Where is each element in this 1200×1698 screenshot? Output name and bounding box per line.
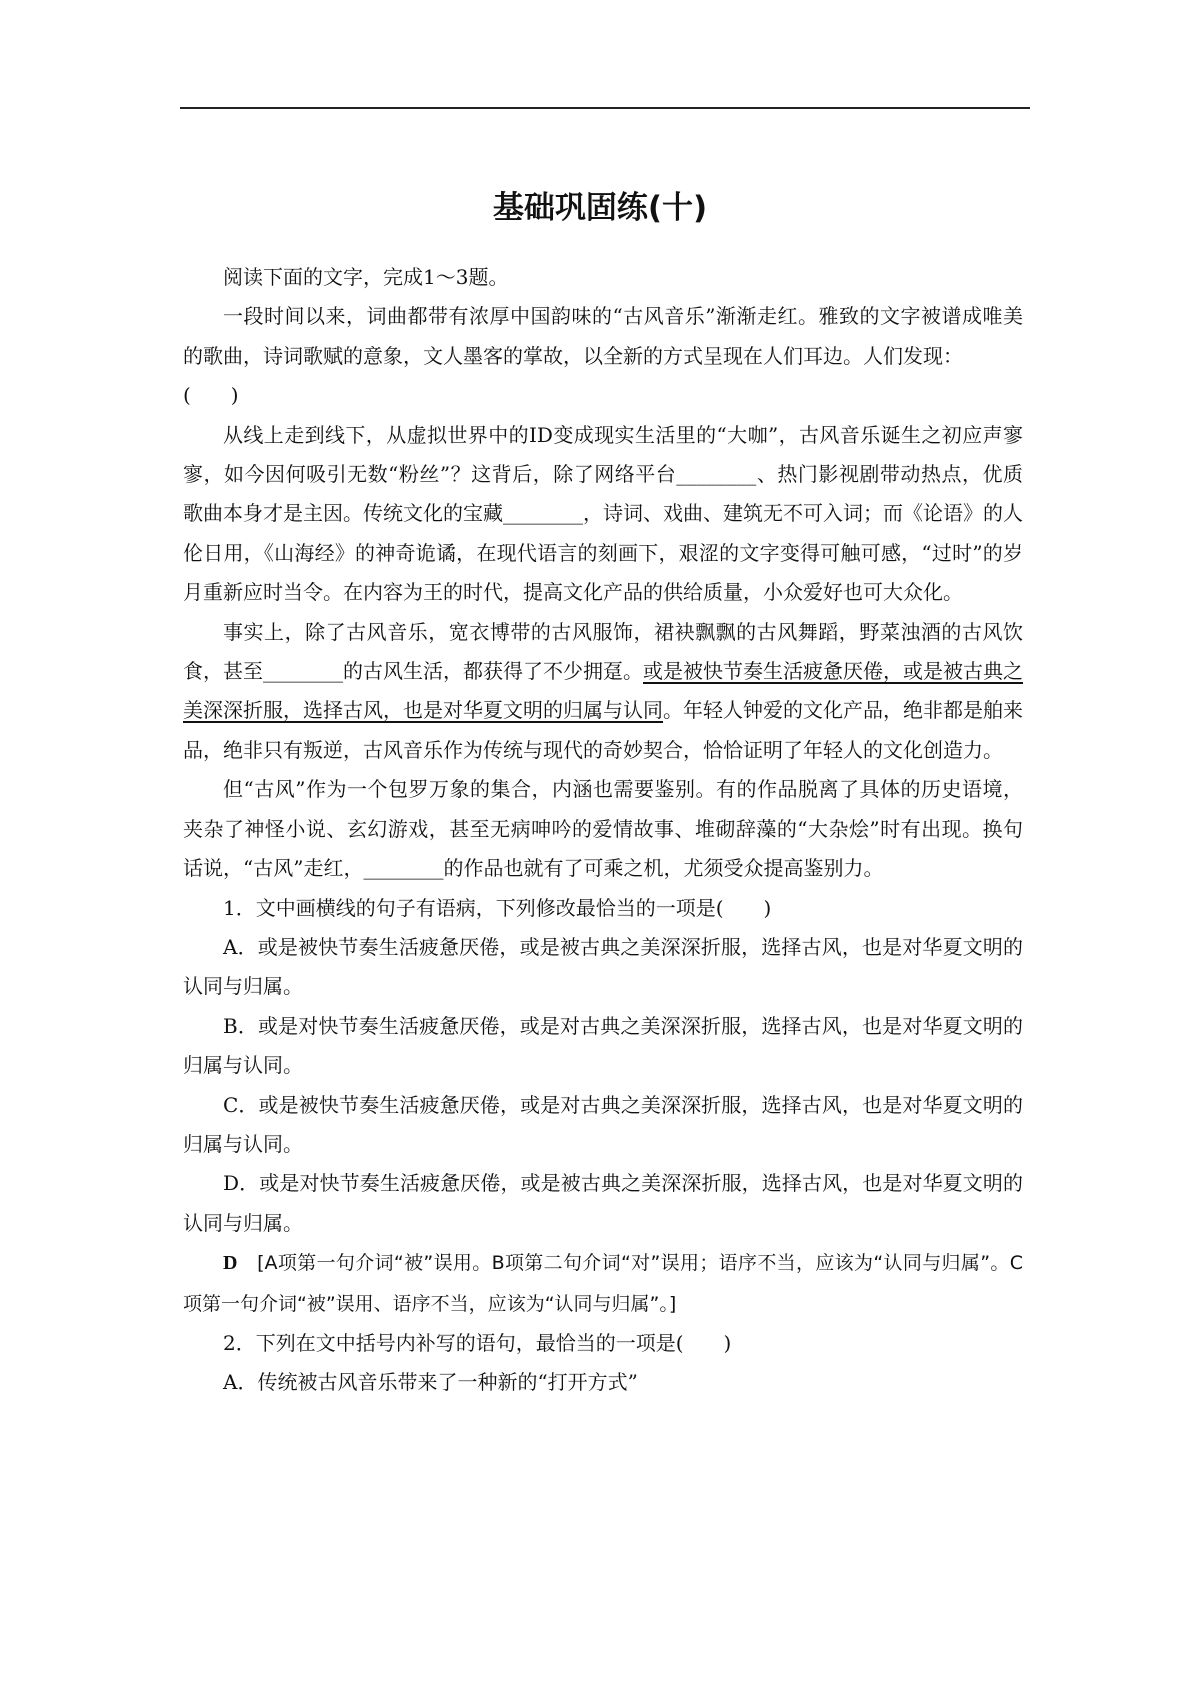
header-rule: [180, 107, 1030, 109]
passage-fill-parenthesis: ( ): [183, 383, 239, 408]
question-1-option-c: C．或是被快节奏生活疲惫厌倦，或是对古典之美深深折服，选择古风，也是对华夏文明的归属与认同。: [183, 1092, 1023, 1156]
passage-paragraph-1-text: 一段时间以来，词曲都带有浓厚中国韵味的“古风音乐”渐渐走红。雅致的文字被谱成唯美的歌曲，诗词歌赋的意象，文人墨客的掌故，以全新的方式呈现在人们耳边。人们发现：: [183, 304, 1023, 368]
question-1-option-d: D．或是对快节奏生活疲惫厌倦，或是被古典之美深深折服，选择古风，也是对华夏文明的认同与归属。: [183, 1171, 1023, 1235]
question-1-answer: [183, 1243, 1023, 1324]
passage-paragraph-3-start: 事实上，除了古风音乐，宽衣博带的古风服饰，裙袂飘飘的古风舞蹈，野菜浊酒的古风饮食，甚至________的古风生活，都获得了不少拥趸。: [183, 619, 1023, 684]
question-2-stem: 2．下列在文中括号内补写的语句，最恰当的一项是( ): [223, 1330, 732, 1355]
document-body: [183, 258, 1023, 1403]
question-1-stem: 1．文中画横线的句子有语病，下列修改最恰当的一项是( ): [223, 895, 772, 920]
page-title: 基础巩固练(十): [492, 190, 708, 226]
passage-paragraph-2: 从线上走到线下，从虚拟世界中的ID变成现实生活里的“大咖”，古风音乐诞生之初应声寥寥，如今因何吸引无数“粉丝”？这背后，除了网络平台________、热门影视剧带动热点，优质歌曲本身才是主因。传统文化的宝藏________，诗词、戏曲、建筑无不可入词；而《论语》的人伦日用，《山海经》的神奇诡谲，在现代语言的刻画下，艰涩的文字变得可触可感，“过时”的岁月重新应时当令。在内容为王的时代，提高文化产品的供给质量，小众爱好也可大众化。: [183, 422, 1023, 605]
answer-letter: D: [223, 1252, 238, 1275]
passage-paragraph-1: [183, 297, 1023, 376]
instruction: 阅读下面的文字，完成1～3题。: [223, 265, 509, 289]
answer-explanation: [A项第一句介词“被”误用。B项第二句介词“对”误用；语序不当，应该为“认同与归属”。C项第一句介词“被”误用、语序不当，应该为“认同与归属”。]: [183, 1252, 1023, 1315]
passage-paragraph-3: [183, 613, 1023, 771]
question-1-option-b: B．或是对快节奏生活疲惫厌倦，或是对古典之美深深折服，选择古风，也是对华夏文明的归属与认同。: [183, 1013, 1023, 1078]
question-2-option-a: A．传统被古风音乐带来了一种新的“打开方式”: [223, 1370, 638, 1395]
passage-paragraph-4: 但“古风”作为一个包罗万象的集合，内涵也需要鉴别。有的作品脱离了具体的历史语境，夹杂了神怪小说、玄幻游戏，甚至无病呻吟的爱情故事、堆砌辞藻的“大杂烩”时有出现。换句话说，“古风”走红，________的作品也就有了可乘之机，尤须受众提高鉴别力。: [183, 777, 1023, 881]
passage-paragraph-3-end: 。年轻人钟爱的文化产品，绝非都是舶来品，绝非只有叛逆，古风音乐作为传统与现代的奇妙契合，恰恰证明了年轻人的文化创造力。: [183, 698, 1023, 762]
underlined-sentence: 或是被快节奏生活疲惫厌倦，或是被古典之美深深折服，选择古风，也是对华夏文明的归属与认同: [183, 659, 1023, 723]
question-1-option-a: A．或是被快节奏生活疲惫厌倦，或是被古典之美深深折服，选择古风，也是对华夏文明的认同与归属。: [183, 934, 1023, 999]
